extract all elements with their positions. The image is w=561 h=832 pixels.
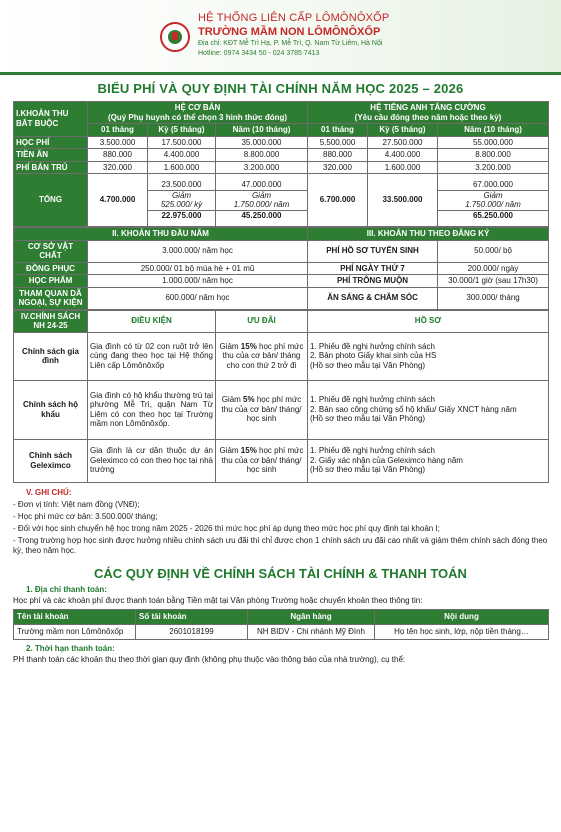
policy-offer bbox=[216, 439, 308, 482]
payment-address-text: Học phí và các khoản phí được thanh toán bằng Tiền mặt tại Văn phòng Trường hoặc chuyển khoản theo thông tin: bbox=[13, 595, 423, 605]
english-program-title: HỆ TIẾNG ANH TĂNG CƯỜNG bbox=[370, 103, 486, 112]
policy-table bbox=[13, 310, 549, 483]
fee2-label: ĐỒNG PHỤC bbox=[14, 262, 88, 275]
term-net: 22.975.000 bbox=[148, 210, 215, 221]
total-year bbox=[216, 174, 308, 227]
fee3-value: 200.000/ ngày bbox=[438, 262, 549, 275]
fee-value: 880.000 bbox=[308, 149, 368, 162]
policy-row bbox=[14, 332, 549, 380]
term-discount-b: 525.000/ kỳ bbox=[160, 200, 203, 209]
fee-value: 4.400.000 bbox=[368, 149, 438, 162]
doc-line: 1. Phiếu đề nghị hưởng chính sách bbox=[310, 341, 435, 351]
basic-program-head bbox=[88, 102, 308, 124]
total-label: TỔNG bbox=[14, 174, 88, 227]
doc-line: (Hồ sơ theo mẫu tại Văn Phòng) bbox=[310, 360, 426, 370]
fee2-value: 600.000/ năm học bbox=[88, 287, 308, 309]
mandatory-fees-head: I.KHOẢN THU BẮT BUỘC bbox=[14, 102, 88, 137]
year-discount-a: Giảm bbox=[216, 190, 307, 201]
offer-percent: 15% bbox=[240, 341, 257, 351]
payment-deadline-heading: 2. Thời hạn thanh toán: bbox=[26, 643, 115, 653]
eng-total-year bbox=[438, 174, 549, 227]
fee2-value: 3.000.000/ năm học bbox=[88, 240, 308, 262]
fee3-label: PHÍ TRÔNG MUỘN bbox=[308, 275, 438, 288]
fee-value: 320.000 bbox=[308, 161, 368, 174]
fees-2-3-table bbox=[13, 227, 549, 310]
bank-col-head: Số tài khoản bbox=[136, 609, 248, 624]
section3-head: III. KHOẢN THU THEO ĐĂNG KÝ bbox=[308, 228, 549, 241]
fee-row-tuition bbox=[14, 136, 549, 149]
fee-value: 17.500.000 bbox=[148, 136, 216, 149]
fee2-value: 250.000/ 01 bộ mùa hè + 01 mũ bbox=[88, 262, 308, 275]
note-item: - Đơn vị tính: Việt nam đồng (VNĐ); bbox=[13, 499, 140, 509]
transfer-content: Họ tên học sinh, lớp, nộp tiền tháng… bbox=[375, 624, 549, 639]
fee3-value: 30.000/1 giờ (sau 17h30) bbox=[438, 275, 549, 288]
english-program-head bbox=[308, 102, 549, 124]
school-logo-icon bbox=[160, 22, 190, 52]
fee-value: 4.400.000 bbox=[148, 149, 216, 162]
fee2-row bbox=[14, 262, 549, 275]
policy-docs bbox=[308, 380, 549, 439]
policy-col: HỒ SƠ bbox=[308, 310, 549, 332]
fee2-value: 1.000.000/ năm học bbox=[88, 275, 308, 288]
fee-value: 3.200.000 bbox=[438, 161, 549, 174]
total-term bbox=[148, 174, 216, 227]
fee2-label: THAM QUAN DÃ NGOẠI, SỰ KIỆN bbox=[14, 287, 88, 309]
bank-col-head: Ngân hàng bbox=[248, 609, 375, 624]
offer-text: Giảm bbox=[219, 341, 241, 351]
page-title: BIỂU PHÍ VÀ QUY ĐỊNH TÀI CHÍNH NĂM HỌC 2025 – 2026 bbox=[97, 81, 464, 96]
fee2-row bbox=[14, 287, 549, 309]
fee3-label: ĂN SÁNG & CHĂM SÓC bbox=[308, 287, 438, 309]
section2-head: II. KHOẢN THU ĐẦU NĂM bbox=[14, 228, 308, 241]
doc-line: 2. Bản photo Giấy khai sinh của HS bbox=[310, 351, 437, 361]
policy-name: Chính sách Geleximco bbox=[14, 439, 88, 482]
fee3-value: 50.000/ bộ bbox=[438, 240, 549, 262]
fee2-label: CƠ SỞ VẬT CHẤT bbox=[14, 240, 88, 262]
fee-label: PHÍ BÁN TRÚ bbox=[14, 161, 88, 174]
eng-year-gross: 67.000.000 bbox=[472, 180, 514, 189]
period-head: 01 tháng bbox=[88, 124, 148, 137]
period-head: Năm (10 tháng) bbox=[216, 124, 308, 137]
page-header bbox=[0, 0, 561, 76]
fee-value: 55.000.000 bbox=[438, 136, 549, 149]
bank-row bbox=[14, 624, 549, 639]
fee-value: 1.600.000 bbox=[368, 161, 438, 174]
period-head: Kỳ (5 tháng) bbox=[368, 124, 438, 137]
english-program-note: (Yêu cầu đóng theo năm hoặc theo kỳ) bbox=[354, 112, 502, 122]
offer-text: học phí mức thu của cơ bản/ tháng/ học sinh bbox=[221, 395, 302, 424]
policy-offer bbox=[216, 332, 308, 380]
offer-text: học phí mức thu của cơ bản/ tháng/ học sinh bbox=[221, 446, 304, 475]
payment-address-heading: 1. Địa chỉ thanh toán: bbox=[26, 584, 107, 594]
fee-row-boarding bbox=[14, 161, 549, 174]
fee-row-meals bbox=[14, 149, 549, 162]
fee3-value: 300.000/ tháng bbox=[438, 287, 549, 309]
bank-table bbox=[13, 609, 549, 640]
note-item: - Đối với học sinh chuyển hệ học trong năm 2025 - 2026 thì mức học phí áp dụng theo mức học phí quy định tại khoản I; bbox=[13, 523, 440, 533]
term-gross: 23.500.000 bbox=[161, 180, 202, 189]
offer-percent: 5% bbox=[243, 395, 255, 405]
eng-year-discount-a: Giảm bbox=[438, 190, 548, 201]
policy-col: ĐIỀU KIỆN bbox=[88, 310, 216, 332]
fee-value: 5.500.000 bbox=[308, 136, 368, 149]
regulations-title: CÁC QUY ĐỊNH VỀ CHÍNH SÁCH TÀI CHÍNH & THANH TOÁN bbox=[94, 565, 467, 581]
period-head: Kỳ (5 tháng) bbox=[148, 124, 216, 137]
year-discount-b: 1.750.000/ năm bbox=[233, 200, 290, 209]
doc-line: 1. Phiếu đề nghị hưởng chính sách bbox=[310, 446, 435, 456]
policy-head: IV.CHÍNH SÁCH NH 24-25 bbox=[14, 310, 88, 332]
fee-label: TIỀN ĂN bbox=[14, 149, 88, 162]
fee2-row bbox=[14, 240, 549, 262]
basic-program-title: HỆ CƠ BẢN bbox=[174, 103, 221, 112]
fee-label: HỌC PHÍ bbox=[14, 136, 88, 149]
eng-year-discount-b: 1.750.000/ năm bbox=[465, 200, 521, 209]
fee-value: 8.800.000 bbox=[216, 149, 308, 162]
header-text bbox=[198, 12, 558, 59]
offer-percent: 15% bbox=[240, 446, 257, 456]
period-head: 01 tháng bbox=[308, 124, 368, 137]
school-address: Địa chỉ: KĐT Mễ Trì Hạ, P. Mễ Trì, Q. Nam Từ Liêm, Hà Nội bbox=[198, 40, 383, 47]
fee-value: 880.000 bbox=[88, 149, 148, 162]
fee3-label: PHÍ HỒ SƠ TUYỂN SINH bbox=[308, 240, 438, 262]
payment-deadline-text: PH thanh toán các khoản thu theo thời gian quy định (không phụ thuộc vào thông báo của nhà trường), cụ thể: bbox=[13, 654, 406, 664]
fee-value: 3.500.000 bbox=[88, 136, 148, 149]
period-head: Năm (10 tháng) bbox=[438, 124, 549, 137]
bank-col-head: Nội dung bbox=[375, 609, 549, 624]
fee-value: 320.000 bbox=[88, 161, 148, 174]
doc-line: 2. Bản sao công chứng sổ hộ khẩu/ Giấy XNCT hàng năm bbox=[310, 404, 517, 414]
total-month: 4.700.000 bbox=[88, 174, 148, 227]
policy-row bbox=[14, 380, 549, 439]
offer-text: học phí mức thu của cơ bản/ tháng cho con thứ 2 trở đi bbox=[222, 341, 304, 370]
account-number: 2601018199 bbox=[136, 624, 248, 639]
term-discount-a: Giảm bbox=[148, 190, 215, 201]
policy-name: Chính sách hộ khẩu bbox=[14, 380, 88, 439]
policy-condition: Gia đình có hộ khẩu thường trú tại phường Mễ Trì, quận Nam Từ Liêm có con theo học tại Trường mầm non Lômônôxốp. bbox=[88, 380, 216, 439]
offer-text: Giảm bbox=[221, 395, 244, 405]
fee-table bbox=[13, 101, 549, 227]
fee-value: 1.600.000 bbox=[148, 161, 216, 174]
fee-value: 35.000.000 bbox=[216, 136, 308, 149]
year-gross: 47.000.000 bbox=[241, 180, 282, 189]
fee-row-total bbox=[14, 174, 549, 227]
policy-docs bbox=[308, 332, 549, 380]
school-hotline: Hotline: 0974 3434 50 - 024 3785 7413 bbox=[198, 50, 320, 57]
year-net: 45.250.000 bbox=[216, 210, 307, 221]
fee-value: 3.200.000 bbox=[216, 161, 308, 174]
doc-line: (Hồ sơ theo mẫu tại Văn Phòng) bbox=[310, 465, 426, 475]
policy-condition: Gia đình là cư dân thuộc dự án Geleximco có con theo học tại nhà trường bbox=[88, 439, 216, 482]
doc-line: 2. Giấy xác nhận của Geleximco hàng năm bbox=[310, 455, 463, 465]
bank-name: NH BIDV - Chi nhánh Mỹ Đình bbox=[248, 624, 375, 639]
offer-text: Giảm bbox=[219, 446, 241, 456]
policy-condition: Gia đình có từ 02 con ruột trở lên cùng đang theo học tại Hệ thống Liên cấp Lômônôxốp bbox=[88, 332, 216, 380]
notes-heading: V. GHI CHÚ: bbox=[26, 487, 72, 497]
doc-line: (Hồ sơ theo mẫu tại Văn Phòng) bbox=[310, 414, 426, 424]
fee2-row bbox=[14, 275, 549, 288]
policy-col: ƯU ĐÃI bbox=[216, 310, 308, 332]
fee3-label: PHÍ NGÀY THỨ 7 bbox=[308, 262, 438, 275]
school-name: TRƯỜNG MẦM NON LÔMÔNÔXỐP bbox=[198, 26, 381, 38]
header-stripe bbox=[0, 72, 561, 75]
policy-docs bbox=[308, 439, 549, 482]
doc-line: 1. Phiếu đề nghị hưởng chính sách bbox=[310, 395, 435, 405]
note-item: - Trong trường hợp học sinh được hưởng nhiều chính sách ưu đãi thì chỉ được chọn 1 chính sách ưu đãi cao nhất và giảm thêm chính sách đóng theo kỳ, theo năm học. bbox=[13, 535, 548, 555]
account-name: Trường mầm non Lômônôxốp bbox=[14, 624, 136, 639]
policy-name: Chính sách gia đình bbox=[14, 332, 88, 380]
fee-value: 8.800.000 bbox=[438, 149, 549, 162]
eng-year-net: 65.250.000 bbox=[438, 210, 548, 221]
logo-mark bbox=[172, 32, 178, 40]
policy-row bbox=[14, 439, 549, 482]
system-name: HỆ THỐNG LIÊN CẤP LÔMÔNÔXỐP bbox=[198, 12, 390, 24]
fee2-label: HỌC PHẨM bbox=[14, 275, 88, 288]
basic-program-note: (Quý Phụ huynh có thể chọn 3 hình thức đóng) bbox=[107, 112, 288, 122]
policy-offer bbox=[216, 380, 308, 439]
eng-total-month: 6.700.000 bbox=[308, 174, 368, 227]
note-item: - Học phí mức cơ bản: 3.500.000/ tháng; bbox=[13, 511, 158, 521]
fee-value: 27.500.000 bbox=[368, 136, 438, 149]
bank-col-head: Tên tài khoản bbox=[14, 609, 136, 624]
eng-total-term: 33.500.000 bbox=[368, 174, 438, 227]
